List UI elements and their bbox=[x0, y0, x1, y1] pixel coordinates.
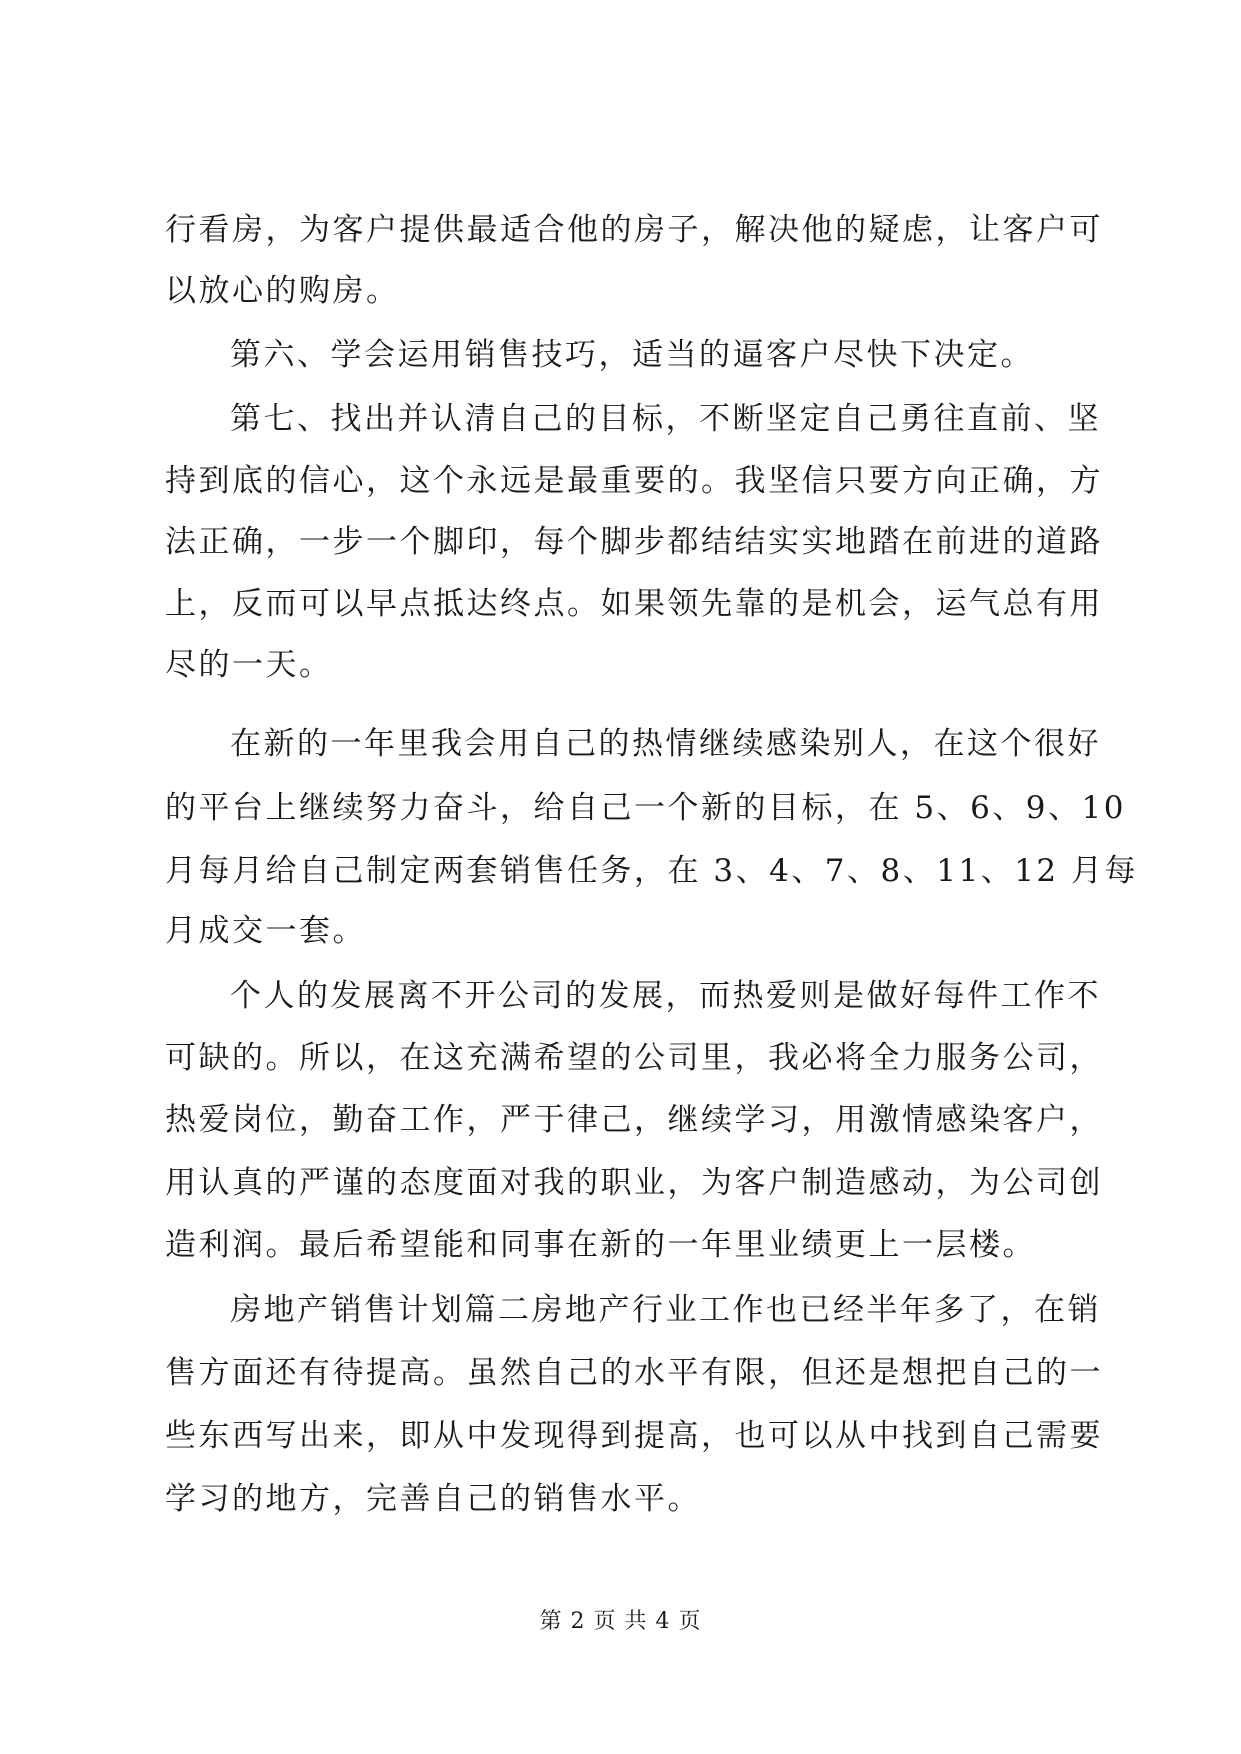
page-footer: 第 2 页 共 4 页 bbox=[539, 1609, 702, 1634]
text-line: 月每月给自己制定两套销售任务，在 3、4、7、8、11、12 月每 bbox=[165, 853, 1138, 889]
text-line: 持到底的信心，这个永远是最重要的。我坚信只要方向正确，方 bbox=[165, 463, 1103, 499]
text-line: 用认真的严谨的态度面对我的职业，为客户制造感动，为公司创 bbox=[165, 1165, 1103, 1201]
text-line: 的平台上继续努力奋斗，给自己一个新的目标，在 5、6、9、10 bbox=[165, 790, 1126, 826]
text-line: 造利润。最后希望能和同事在新的一年里业绩更上一层楼。 bbox=[165, 1227, 1036, 1263]
text-line: 热爱岗位，勤奋工作，严于律己，继续学习，用激情感染客户， bbox=[165, 1102, 1103, 1138]
text-line: 尽的一天。 bbox=[165, 647, 333, 683]
paragraph-line: 在新的一年里我会用自己的热情继续感染别人，在这个很好 bbox=[230, 726, 1101, 762]
paragraph-line: 第六、学会运用销售技巧，适当的逼客户尽快下决定。 bbox=[230, 337, 1034, 373]
text-line: 上，反而可以早点抵达终点。如果领先靠的是机会，运气总有用 bbox=[165, 586, 1103, 622]
text-line: 行看房，为客户提供最适合他的房子，解决他的疑虑，让客户可 bbox=[165, 212, 1103, 248]
paragraph-line: 第七、找出并认清自己的目标，不断坚定自己勇往直前、坚 bbox=[230, 401, 1101, 437]
paragraph-line: 个人的发展离不开公司的发展，而热爱则是做好每件工作不 bbox=[230, 978, 1101, 1014]
text-line: 可缺的。所以，在这充满希望的公司里，我必将全力服务公司， bbox=[165, 1040, 1103, 1076]
text-line: 法正确，一步一个脚印，每个脚步都结结实实地踏在前进的道路 bbox=[165, 524, 1103, 560]
paragraph-line: 房地产销售计划篇二房地产行业工作也已经半年多了，在销 bbox=[230, 1292, 1101, 1328]
text-line: 售方面还有待提高。虽然自己的水平有限，但还是想把自己的一 bbox=[165, 1355, 1103, 1391]
text-line: 月成交一套。 bbox=[165, 913, 366, 949]
text-line: 些东西写出来，即从中发现得到提高，也可以从中找到自己需要 bbox=[165, 1418, 1103, 1454]
text-line: 以放心的购房。 bbox=[165, 273, 400, 309]
text-line: 学习的地方，完善自己的销售水平。 bbox=[165, 1481, 701, 1517]
